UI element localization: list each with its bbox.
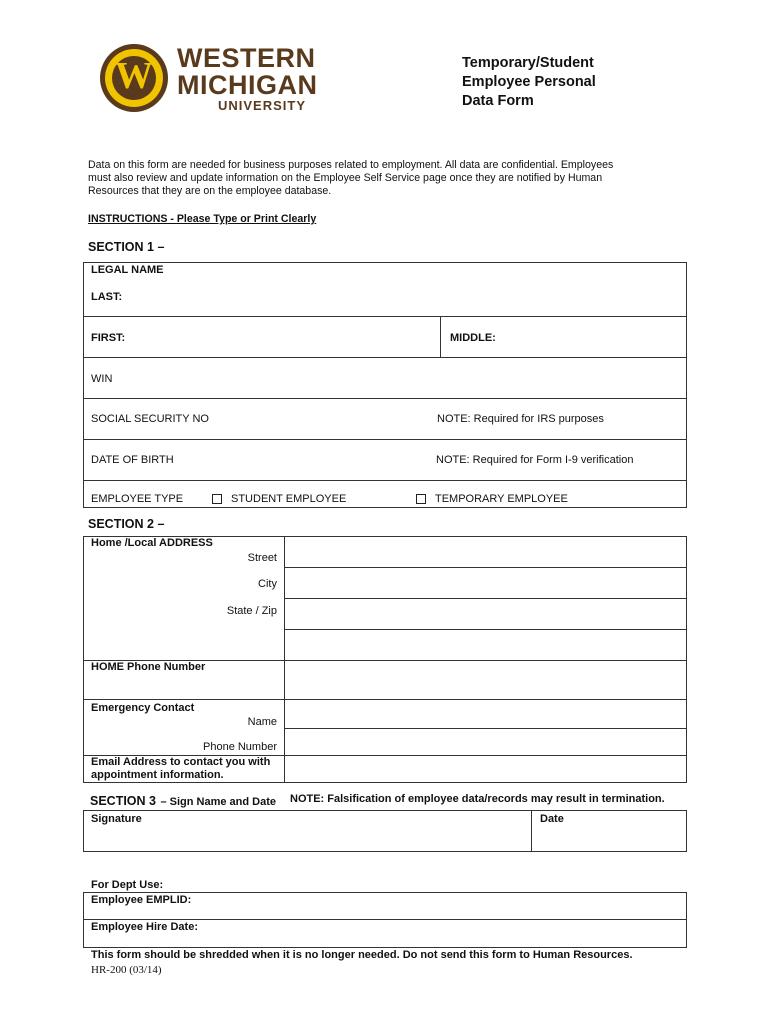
state-zip-field[interactable] [288,602,683,627]
section-3-heading-row [90,792,276,810]
row-divider [83,316,687,317]
title-line-1: Temporary/Student [462,55,594,71]
email-label-line-1: Email Address to contact you with [91,756,271,768]
row-divider [83,699,687,700]
dob-field[interactable] [185,443,425,477]
employee-type-label: EMPLOYEE TYPE [91,493,184,505]
logo-line-university: UNIVERSITY [218,98,307,113]
section-3-heading: SECTION 3 [90,794,156,808]
street-field[interactable] [288,540,683,565]
middle-name-field[interactable] [500,320,682,354]
logo-line-western: WESTERN [177,43,316,73]
row-divider [83,919,687,920]
address-extra-field[interactable] [288,633,683,658]
emergency-name-label: Name [247,716,277,728]
city-label: City [258,578,277,590]
temporary-employee-label: TEMPORARY EMPLOYEE [435,493,568,505]
emplid-field[interactable] [200,894,682,916]
row-divider [83,398,687,399]
dob-note: NOTE: Required for Form I-9 verification [436,454,634,466]
win-field[interactable] [120,361,680,395]
student-employee-label: STUDENT EMPLOYEE [231,493,347,505]
intro-line-3: Resources that they are on the employee database. [88,185,332,198]
last-name-label: LAST: [91,291,123,303]
dept-use-label: For Dept Use: [91,879,164,891]
email-field[interactable] [288,758,683,781]
signature-field[interactable] [88,826,526,849]
street-label: Street [247,552,277,564]
section-1-heading: SECTION 1 – [88,240,165,254]
title-line-3: Data Form [462,93,534,109]
ssn-note: NOTE: Required for IRS purposes [437,413,604,425]
ssn-label: SOCIAL SECURITY NO [91,413,209,425]
signature-label: Signature [91,813,142,825]
home-address-label: Home /Local ADDRESS [91,537,213,549]
dob-label: DATE OF BIRTH [91,454,174,466]
logo-line-michigan: MICHIGAN [177,70,318,100]
instructions: INSTRUCTIONS - Please Type or Print Clearly [88,213,317,225]
col-divider [440,316,441,357]
section-3-subheading: – Sign Name and Date [160,796,276,808]
hire-date-field[interactable] [210,921,682,945]
date-label: Date [540,813,564,825]
wmu-logo [98,40,328,116]
first-name-label: FIRST: [91,332,126,344]
title-line-2: Employee Personal [462,74,596,90]
city-field[interactable] [288,571,683,596]
temporary-employee-checkbox[interactable] [416,494,426,504]
emplid-label: Employee EMPLID: [91,894,192,906]
emergency-phone-field[interactable] [288,731,683,753]
section-2-heading: SECTION 2 – [88,517,165,531]
student-employee-checkbox[interactable] [212,494,222,504]
row-divider [284,567,687,568]
intro-line-1: Data on this form are needed for business purposes related to employment. All data are confidential. Employees [88,159,614,171]
logo-letter: W [115,55,153,97]
first-name-field[interactable] [130,320,435,354]
last-name-field[interactable] [130,284,680,312]
row-divider [284,728,687,729]
row-divider [83,357,687,358]
email-label-line-2: appointment information. [91,769,224,781]
shred-note: This form should be shredded when it is no longer needed. Do not send this form to Human Resources. [91,949,633,961]
ssn-field[interactable] [220,402,425,436]
legal-name-label: LEGAL NAME [91,264,164,276]
row-divider [83,439,687,440]
row-divider [83,480,687,481]
emergency-contact-label: Emergency Contact [91,702,195,714]
col-divider [531,810,532,852]
emergency-phone-label: Phone Number [203,741,277,753]
falsification-note: NOTE: Falsification of employee data/records may result in termination. [290,793,665,805]
state-zip-label: State / Zip [226,605,277,617]
intro-line-2: must also review and update information on the Employee Self Service page once they are notified by Human [88,172,603,185]
emergency-name-field[interactable] [288,703,683,726]
home-phone-field[interactable] [288,664,683,696]
home-phone-label: HOME Phone Number [91,661,206,673]
signature-date-field[interactable] [536,826,683,849]
intro-paragraph [88,159,613,199]
form-code: HR-200 (03/14) [91,964,162,976]
win-label: WIN [91,373,113,385]
hire-date-label: Employee Hire Date: [91,921,198,933]
form-title [462,54,596,111]
row-divider [284,598,687,599]
row-divider [284,629,687,630]
middle-name-label: MIDDLE: [450,332,496,344]
